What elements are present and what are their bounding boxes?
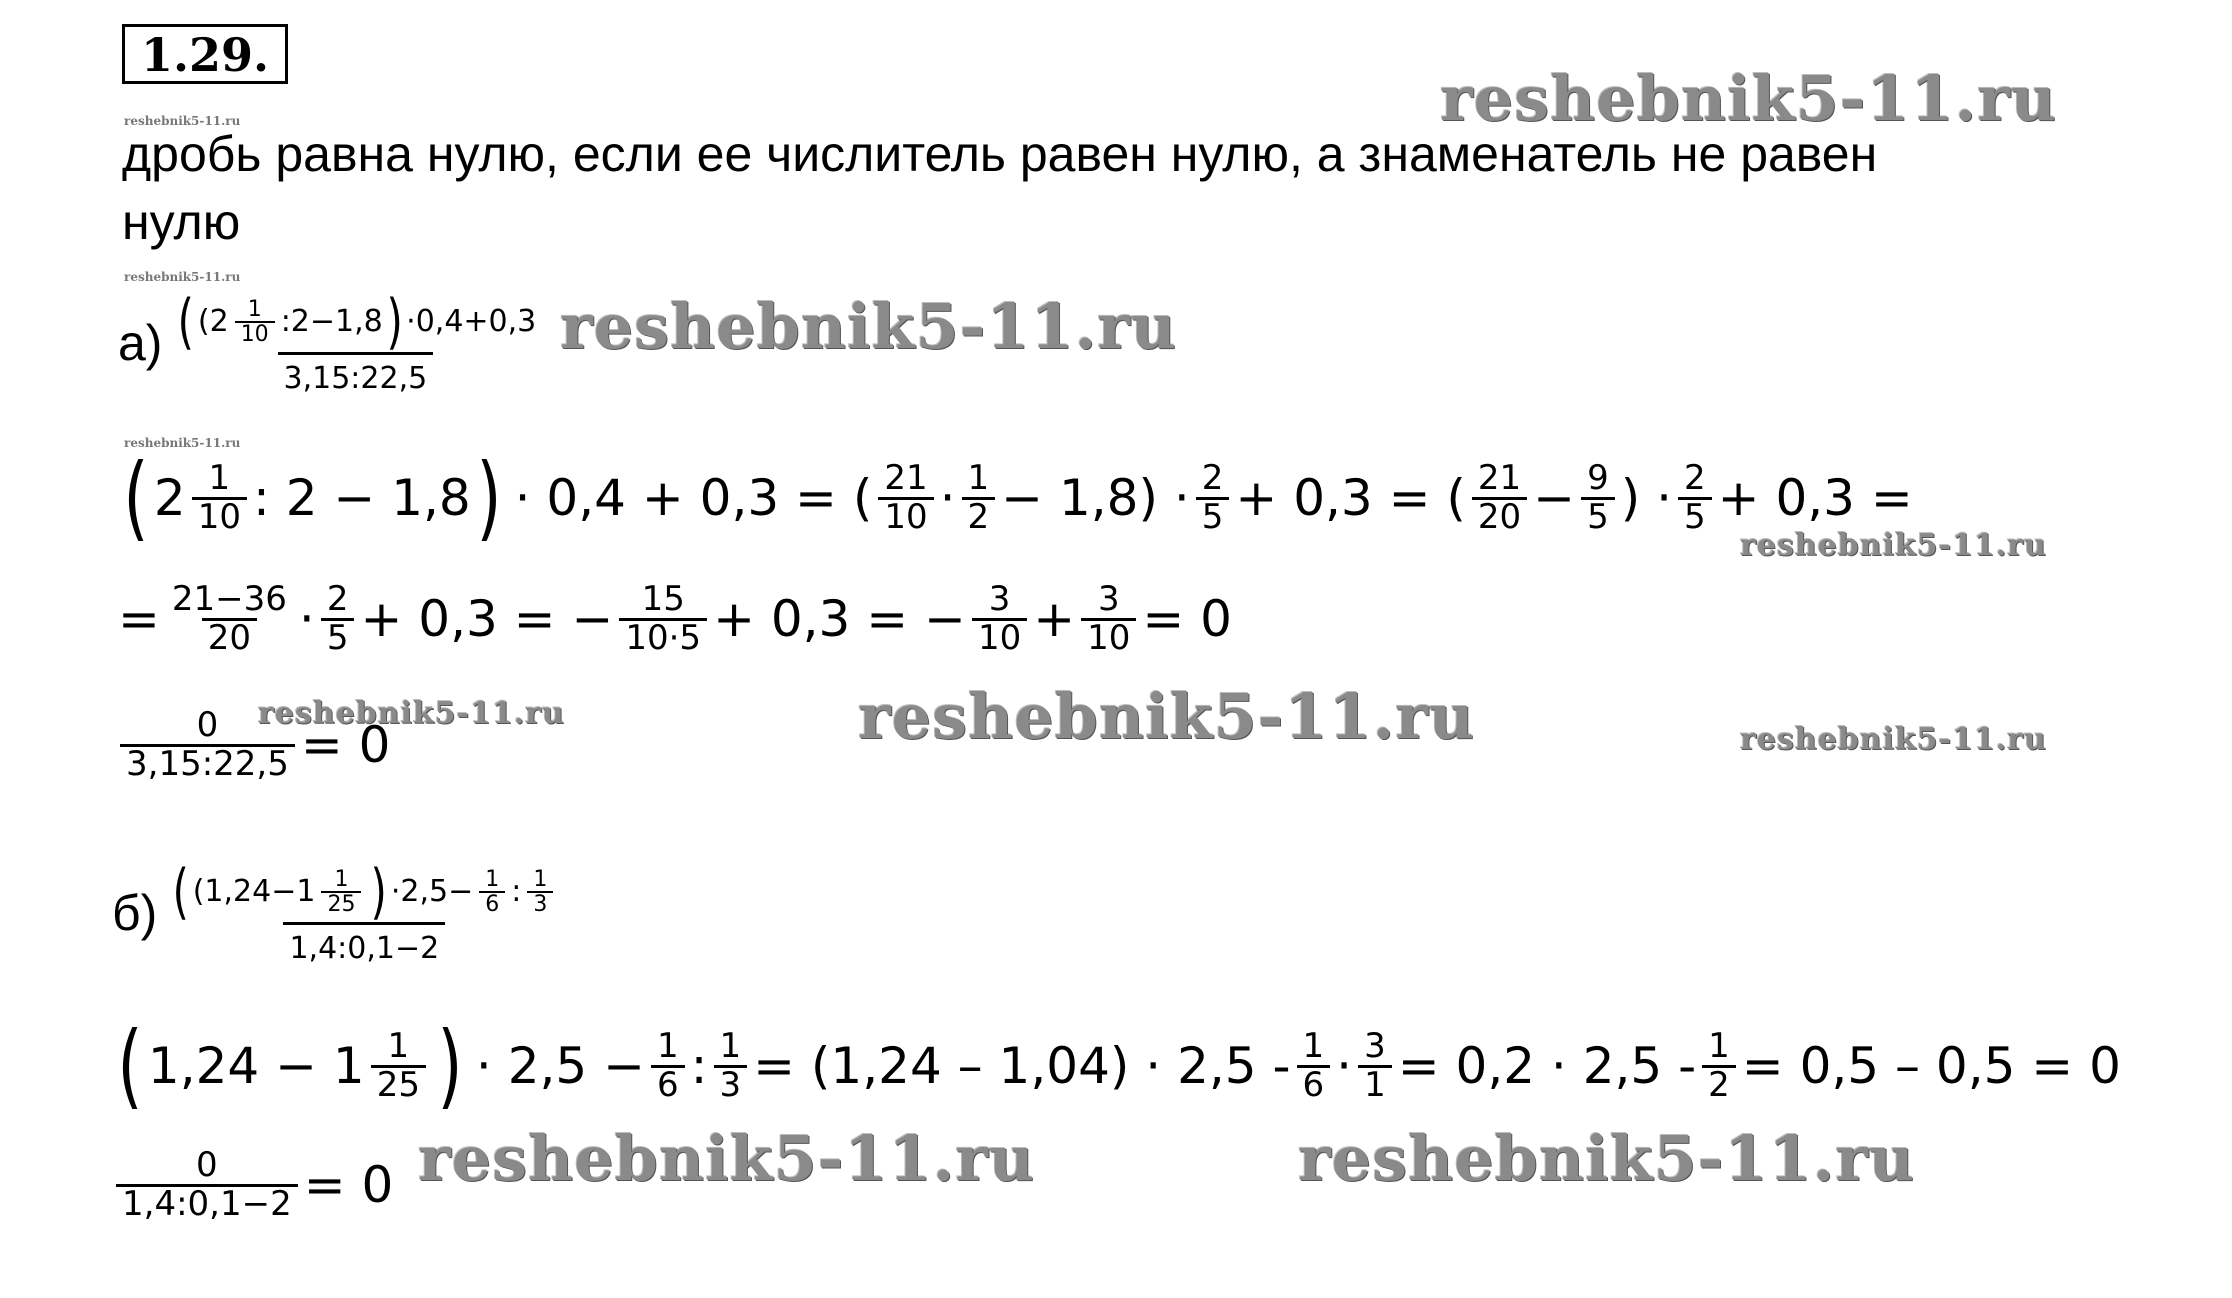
part-a-numerator: ( (2 $\frac{1}{10}$ :2−1,8 ) ·0,4+0,3 [177, 287, 537, 357]
problem-number: 1.29. [122, 24, 288, 84]
part-a-step-2: = $\frac{21-36}{20}$ · $\frac{2}{5}$ + 0,3 = − $\frac{15}{10\cdot 5}$ + 0,3 = − $\frac{3}{10}$ + $\frac{3}{10}$ = 0 [118, 579, 1232, 658]
watermark-left-small: reshebnik5-11.ru [258, 696, 565, 731]
part-b-result: $\frac{0}{1,4:0,1-2}$ = 0 [110, 1148, 393, 1222]
part-b-label: б) [112, 885, 158, 942]
part-a-expression [118, 287, 548, 396]
part-a-main-fraction [168, 287, 542, 396]
watermark-tiny-1: reshebnik5-11.ru [124, 114, 241, 128]
intro-line-1: дробь равна нулю, если ее числитель равен нулю, а знаменатель не равен [122, 126, 1878, 182]
watermark-right-2: reshebnik5-11.ru [1740, 722, 2047, 757]
part-a-mixed-fraction: $\frac{1}{10}$ [235, 298, 275, 346]
part-b-main-fraction [163, 857, 565, 966]
watermark-tiny-3: reshebnik5-11.ru [124, 436, 241, 450]
part-a-result: $\frac{0}{3,15:22,5}$ = 0 [114, 708, 390, 782]
part-a-num-tail: ·0,4+0,3 [406, 304, 537, 340]
watermark-tiny-2: reshebnik5-11.ru [124, 270, 241, 284]
watermark-right-1: reshebnik5-11.ru [1740, 528, 2047, 563]
watermark-part-a: reshebnik5-11.ru [560, 290, 1177, 363]
watermark-top-right: reshebnik5-11.ru [1440, 62, 2057, 135]
watermark-bottom-left: reshebnik5-11.ru [418, 1122, 1035, 1195]
part-b-numerator: ( (1,24−1 $\frac{1}{25}$ ) ·2,5− $\frac{1}{6}$ : $\frac{1}{3}$ [163, 862, 565, 922]
watermark-bottom-right: reshebnik5-11.ru [1298, 1122, 1915, 1195]
part-a-denominator: 3,15:22,5 [278, 352, 434, 395]
part-a-num-rest: :2−1,8 [280, 304, 383, 340]
part-b-expression [112, 857, 571, 966]
intro-line-2: нулю [122, 194, 241, 250]
part-a-label: а) [118, 315, 163, 372]
part-a-num-open: (2 [197, 304, 229, 340]
part-b-step-1: ( 1,24 − 1 $\frac{1}{25}$ ) · 2,5 − $\frac{1}{6}$ : $\frac{1}{3}$ = (1,24 – 1,04) · 2,5 - $\frac{1}{6}$ · $\frac{3}{1}$ = 0,2 · 2,5 - $\frac{1}{2}$ = 0,5 – 0,5 = 0 [117, 1012, 2121, 1119]
part-a-step-1: ( 2 $\frac{1}{10}$ : 2 − 1,8 ) · 0,4 + 0,3 = ( $\frac{21}{10}$ · $\frac{1}{2}$ − 1,8) · $\frac{2}{5}$ + 0,3 = ( $\frac{21}{20}$ − $\frac{9}{5}$ ) · $\frac{2}{5}$ + 0,3 = [123, 444, 1913, 551]
part-b-denominator: 1,4:0,1−2 [283, 922, 445, 965]
watermark-center: reshebnik5-11.ru [858, 680, 1475, 753]
